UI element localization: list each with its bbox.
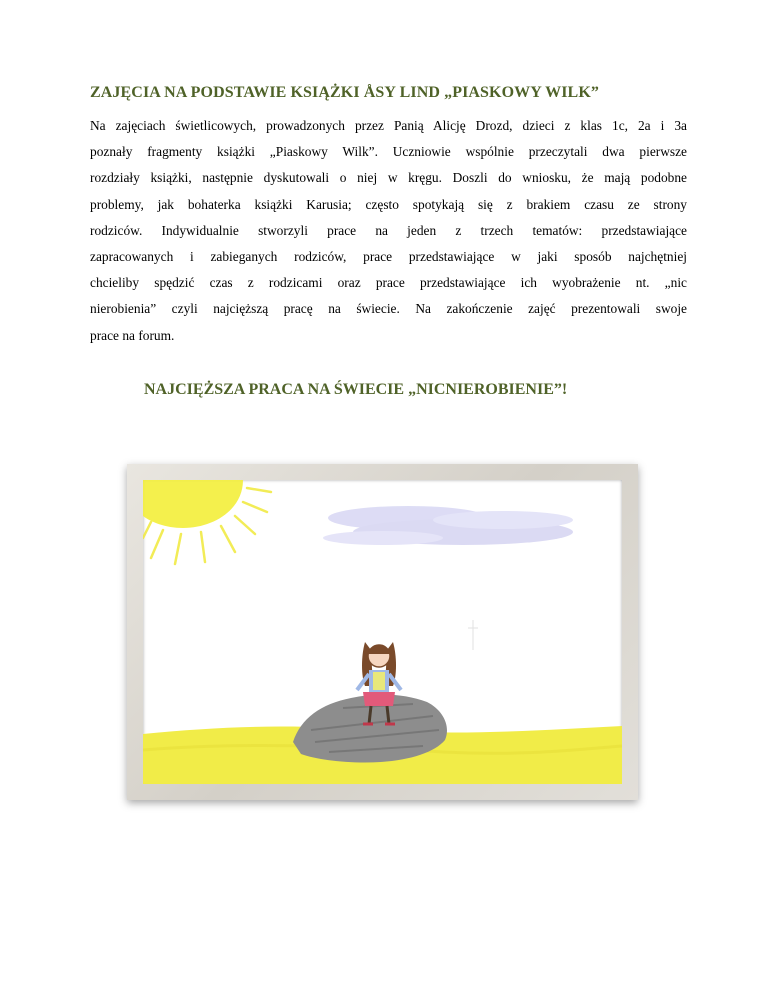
paragraph-line: zapracowanych i zabieganych rodziców, prace przedstawiające w jaki sposób najchętniej [90,249,687,265]
paragraph-line: prace na forum. [90,327,175,343]
cloud-scribble [323,506,573,545]
paragraph-line: poznały fragmenty książki „Piaskowy Wilk”. Uczniowie wspólnie przeczytali dwa pierwsze [90,144,687,160]
sun-shape [143,480,243,528]
paragraph-line: problemy, jak bohaterka książki Karusia; często spotykają się z brakiem czasu ze strony [90,196,687,212]
picture-frame [127,464,638,800]
paragraph-line: rodziców. Indywidualnie stworzyli prace na jeden z trzech tematów: przedstawiające [90,222,687,238]
paragraph-line: Na zajęciach świetlicowych, prowadzonych przez Panią Alicję Drozd, dzieci z klas 1c, 2a i 3a [90,118,687,133]
paragraph-line: rozdziały książki, następnie dyskutowali o niej w kręgu. Doszli do wniosku, że mają podobne [90,170,687,186]
article-paragraph [90,113,687,349]
paragraph-line: nierobienia” czyli najcięższą pracę na świecie. Na zakończenie zajęć prezentowali swoje [90,301,687,317]
paragraph-line: chcieliby spędzić czas z rodzicami oraz prace przedstawiające ich wyobrażenie nt. „nic [90,275,687,291]
drawing-heading: NAJCIĘŻSZA PRACA NA ŚWIECIE „NICNIEROBIENIE”! [144,381,568,398]
child-drawing [143,480,622,784]
drawing-canvas [143,480,622,784]
article-heading: ZAJĘCIA NA PODSTAWIE KSIĄŻKI ÅSY LIND „PIASKOWY WILK” [90,84,599,101]
